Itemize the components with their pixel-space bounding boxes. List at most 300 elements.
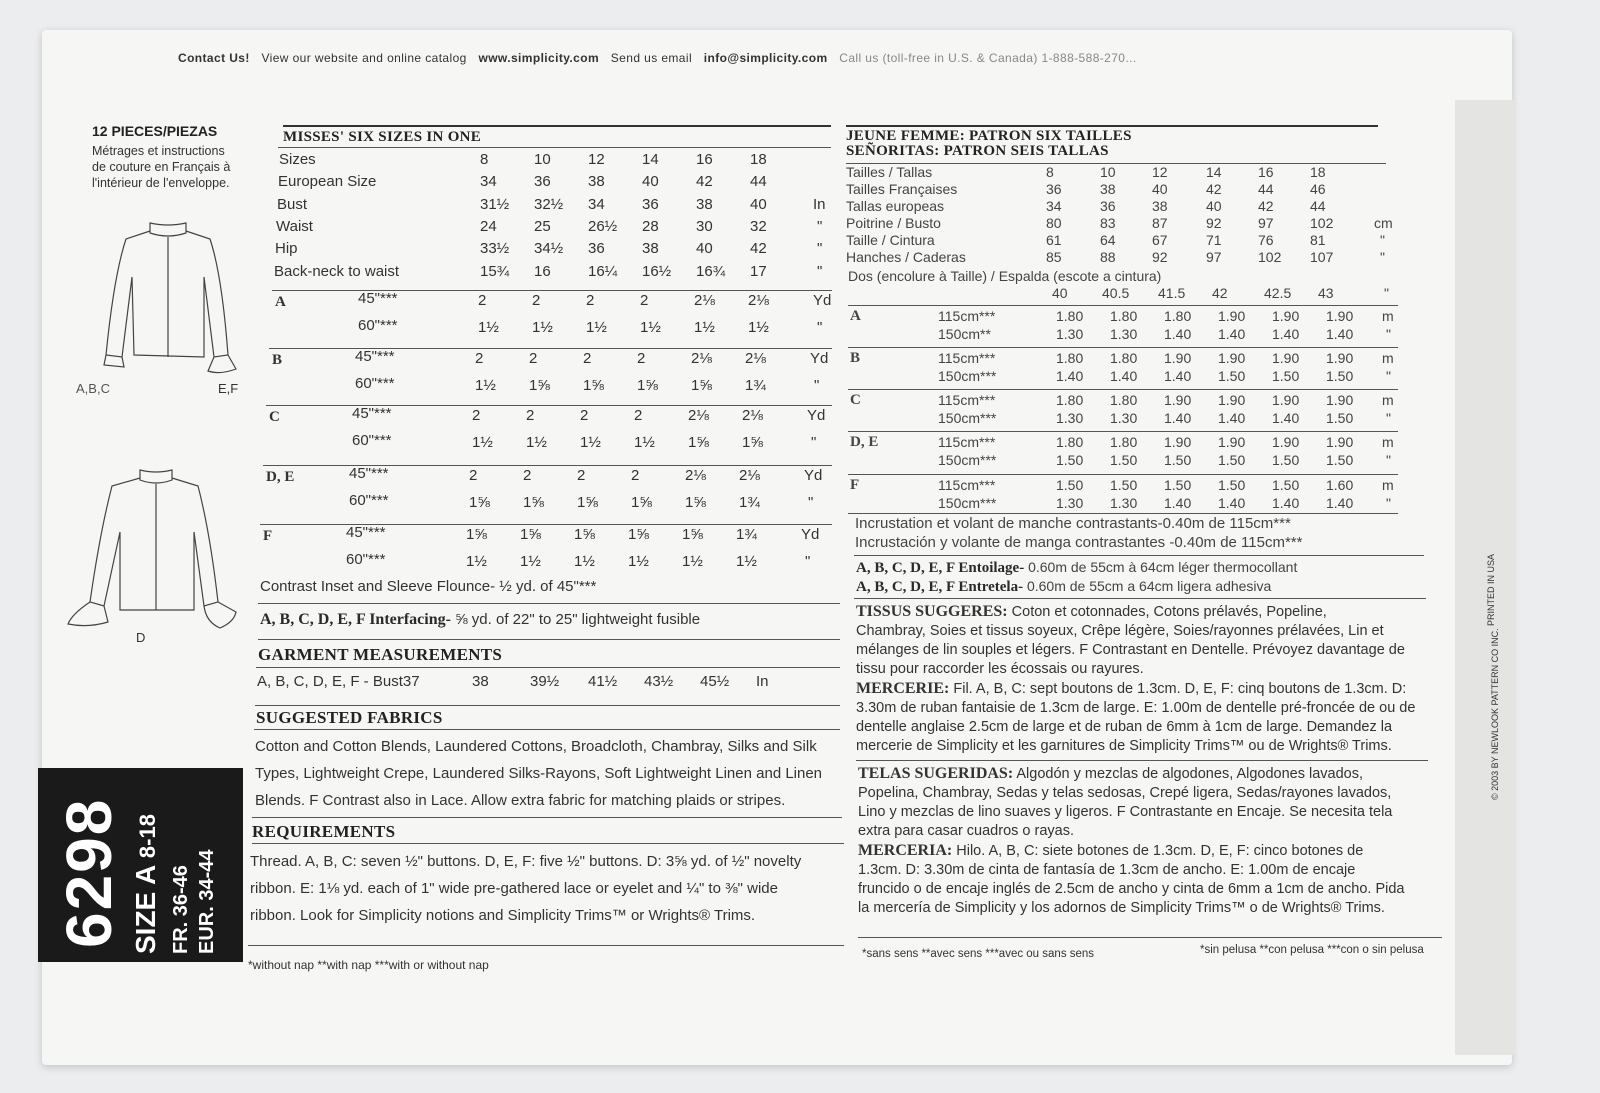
measurement-value: 16¾ [696,262,726,280]
yardage-value: 1⅝ [688,434,709,451]
interfacing-line: A, B, C, D, E, F Interfacing- ⅝ yd. of 22" to 25" lightweight fusible [260,611,701,628]
yardage-value-fr: 1.30 [1056,410,1084,426]
yardage-value-fr: 1.50 [1272,477,1300,493]
yardage-value: 1⅝ [520,526,541,543]
measurement-value: 26½ [588,217,618,235]
view-label: C [269,409,280,425]
yardage-value: 1½ [580,434,601,451]
pieces-count: 12 PIECES/PIEZAS [92,123,218,139]
inset-note-es: Incrustación y volante de manga contrastantes -0.40m de 115cm*** [855,534,1303,551]
requirements-heading: REQUIREMENTS [252,822,396,841]
fabric-width-fr: 150cm*** [938,368,997,384]
yardage-unit: Yd [810,350,829,367]
yardage-value: 1½ [472,434,493,451]
yardage-unit-fr: " [1386,410,1391,426]
fabric-width-fr: 150cm*** [938,410,997,426]
yardage-value-fr: 1.80 [1110,434,1138,450]
fabric-width: 45"*** [352,405,392,422]
tissus-block: TISSUS SUGGERES: Coton et cotonnades, Cotons prélavés, Popeline, Chambray, Soies et tissus soyeux, Crêpe légère, Soies/rayonnes prélavées, Lin et mélanges de lin souples et légers. F Contrastant en Dentelle. Prévoyez davantage de tissu pour raccorder les écossais ou rayures. MERCERIE: Fil. A, B, C: sept boutons de 1.3cm. D, E, F: cinq boutons de 1.3cm. D: 3.30m de ruban fantaisie de 1.3cm de large. E: 1.00m de dentelle pré-froncée de ou de dentelle anglaise 2.5cm de large et de ruban de 6mm à 1cm de large. Demandez la mercerie de Simplicity et les garnitures de Simplicity Trims™ ou de Wrights® Trims. [856,603,1416,754]
measurement-label-fr: Tailles / Tallas [846,164,933,180]
measurement-value-fr: 102 [1310,215,1334,231]
measurement-value: 16 [696,151,713,168]
yardage-value-fr: 1.30 [1110,495,1138,511]
measurement-value: 32 [750,217,767,235]
measurement-value: 18 [750,151,767,168]
entretela-line: A, B, C, D, E, F Entretela- 0.60m de 55cm a 64cm ligera adhesiva [856,578,1272,595]
yardage-value: 2 [577,467,586,484]
yardage-value-fr: 1.90 [1164,434,1192,450]
yardage-unit: Yd [807,407,826,424]
yardage-value-fr: 1.40 [1164,410,1192,426]
yardage-value-fr: 1.50 [1164,477,1192,493]
view-label-fr: A [850,308,861,324]
measurement-unit: " [817,217,823,235]
fabric-width: 60"*** [352,432,392,449]
yardage-value-fr: 1.80 [1056,392,1084,408]
yardage-value-fr: 1.40 [1110,368,1138,384]
yardage-value: 1½ [475,377,496,394]
printed-note: PRINTED IN USA [1486,553,1496,626]
measurement-label: Waist [276,217,313,235]
yardage-value: 1¾ [736,526,757,543]
yardage-value-fr: 1.90 [1218,350,1246,366]
garment-value: 39½ [530,673,560,690]
yardage-value: 1½ [748,319,769,336]
blouse-sketch-abc-ef [78,215,258,375]
copyright-note: © 2003 BY NEWLOOK PATTERN CO INC. [1490,628,1500,800]
yardage-value-fr: 1.30 [1110,326,1138,342]
measurement-unit-fr: " [1380,232,1385,248]
measurement-value: 38 [588,173,605,191]
yardage-value-fr: 1.30 [1110,410,1138,426]
yardage-value: 1⅝ [682,526,703,543]
contrast-note: Contrast Inset and Sleeve Flounce- ½ yd. of 45"*** [260,578,597,595]
fabric-width-fr: 115cm*** [938,434,996,450]
measurement-label-fr: Tallas europeas [846,198,945,214]
yardage-value: 1½ [628,553,649,570]
fabric-width: 45"*** [355,348,395,365]
yardage-value-fr: 1.80 [1056,350,1084,366]
yardage-unit: " [811,434,817,451]
view-label-fr: C [850,392,861,408]
sketch-label-ef: E,F [218,381,239,396]
yardage-unit-fr: " [1386,452,1391,468]
garment-value: 41½ [588,673,618,690]
yardage-value: 1½ [586,319,607,336]
misses-title: MISSES' SIX SIZES IN ONE [283,129,482,145]
yardage-value: 1½ [466,553,487,570]
measurement-value-fr: 16 [1258,164,1274,180]
measurement-value: 40 [750,195,767,213]
yardage-value-fr: 1.40 [1326,326,1354,342]
requirements-text: Thread. A, B, C: seven ½" buttons. D, E, F: five ½" buttons. D: 3⅝ yd. of ½" novelty ribbon. E: 1⅛ yd. each of 1" wide pre-gathered lace or eyelet and ¼" to ⅜" wide ribbon. Look for Simplicity notions and Simplicity Trims™ or Wrights® Trims. [250,853,802,924]
yardage-value: 2 [586,292,595,309]
yardage-value-fr: 1.50 [1326,452,1354,468]
yardage-value: 1¾ [739,494,760,511]
yardage-unit: Yd [813,292,832,309]
yardage-value-fr: 1.90 [1272,308,1300,324]
fabric-width-fr: 150cm*** [938,495,997,511]
yardage-value: 2⅛ [694,292,715,309]
fabric-width: 60"*** [358,317,398,334]
measurement-value-fr: 102 [1258,249,1282,265]
yardage-value: 1⅝ [685,494,706,511]
yardage-value: 2⅛ [748,292,769,309]
measurement-value: 14 [642,151,659,168]
measurement-value: 36 [642,195,659,213]
measurement-unit-fr: " [1380,249,1385,265]
yardage-value-fr: 1.50 [1110,477,1138,493]
measurement-value: 34 [480,173,497,191]
garment-value: 38 [472,673,489,690]
fabric-width: 45"*** [346,524,386,541]
measurement-value-fr: 44 [1310,198,1326,214]
measurement-value: 33½ [480,240,510,258]
measurement-value: 38 [696,195,713,213]
fabric-width: 60"*** [355,375,395,392]
back-neck-value-fr: 42 [1212,285,1228,301]
measurement-value: 31½ [480,195,510,213]
spanish-footnote: *sin pelusa **con pelusa ***con o sin pelusa [1200,944,1424,956]
measurement-value-fr: 36 [1046,181,1062,197]
yardage-value: 2 [634,407,643,424]
size-eur: EUR. 34-44 [196,849,218,954]
fabric-width: 45"*** [349,465,389,482]
yardage-value-fr: 1.40 [1272,495,1300,511]
yardage-value: 1⅝ [469,494,490,511]
yardage-value: 2⅛ [742,407,763,424]
yardage-unit-fr: " [1386,368,1391,384]
english-footnote: *without nap **with nap ***with or without nap [248,958,489,972]
measurement-value-fr: 88 [1100,249,1116,265]
yardage-unit-fr: m [1382,434,1394,450]
contact-email[interactable]: info@simplicity.com [703,51,828,65]
measurement-value-fr: 76 [1258,232,1274,248]
contact-text-2: Send us email [610,51,693,65]
measurement-value: 34 [588,195,605,213]
measurement-label-fr: Taille / Cintura [846,232,935,248]
yardage-value: 2 [475,350,484,367]
yardage-value-fr: 1.50 [1218,368,1246,384]
back-neck-value-fr: 40 [1052,285,1068,301]
yardage-value: 1½ [682,553,703,570]
measurement-label-fr: Hanches / Caderas [846,249,966,265]
yardage-value-fr: 1.90 [1326,392,1354,408]
yardage-value: 2 [583,350,592,367]
measurement-label-fr: Poitrine / Busto [846,215,941,231]
yardage-value-fr: 1.90 [1326,350,1354,366]
measurement-value: 40 [696,240,713,258]
measurement-value: 40 [642,173,659,191]
measurement-value-fr: 81 [1310,232,1326,248]
view-label: F [263,528,273,544]
yardage-value-fr: 1.50 [1218,477,1246,493]
measurement-label: Back-neck to waist [274,262,400,280]
envelope-flap [1455,100,1515,1055]
yardage-value-fr: 1.40 [1218,326,1246,342]
measurement-value-fr: 92 [1206,215,1222,231]
yardage-value-fr: 1.40 [1218,410,1246,426]
yardage-value: 1½ [526,434,547,451]
measurement-value: 15¾ [480,262,510,280]
suggested-fabrics-text: Cotton and Cotton Blends, Laundered Cottons, Broadcloth, Chambray, Silks and Silk Types, Lightweight Crepe, Laundered Silks-Rayons, Soft Lightweight Linen and Linen Blends. F Contrast also in Lace. Allow extra fabric for matching plaids or stripes. [255,738,823,809]
yardage-value-fr: 1.40 [1272,410,1300,426]
view-label-fr: F [850,477,860,493]
yardage-value-fr: 1.80 [1056,308,1084,324]
fabric-width-fr: 115cm*** [938,350,996,366]
measurement-label: Sizes [279,151,316,168]
yardage-value-fr: 1.60 [1326,477,1354,493]
yardage-unit: Yd [804,467,823,484]
yardage-value-fr: 1.80 [1110,392,1138,408]
measurement-label: Hip [275,240,298,258]
contact-line [178,51,1137,65]
yardage-value: 1½ [574,553,595,570]
french-note: Métrages et instructions de couture en Français à l'intérieur de l'enveloppe. [92,144,231,190]
measurement-value-fr: 40 [1206,198,1222,214]
yardage-value-fr: 1.40 [1164,368,1192,384]
yardage-unit: " [814,377,820,394]
measurement-value-fr: 42 [1206,181,1222,197]
yardage-value: 1⅝ [577,494,598,511]
yardage-value: 2 [580,407,589,424]
garment-value: 45½ [700,673,730,690]
entoilage-line: A, B, C, D, E, F Entoilage- 0.60m de 55cm à 64cm léger thermocollant [856,559,1298,576]
blouse-sketch-d [60,462,240,632]
yardage-value: 1½ [532,319,553,336]
garment-label: A, B, C, D, E, F - Bust37 [257,673,420,690]
garment-unit: In [756,673,769,690]
yardage-value: 2 [526,407,535,424]
yardage-value: 2⅛ [739,467,760,484]
view-label-fr: D, E [850,434,879,450]
garment-value: 43½ [644,673,674,690]
measurement-value-fr: 92 [1152,249,1168,265]
measurement-value-fr: 34 [1046,198,1062,214]
garment-measurements-heading: GARMENT MEASUREMENTS [258,645,503,664]
yardage-value-fr: 1.40 [1056,368,1084,384]
yardage-unit: " [805,553,811,570]
sketch-label-abc: A,B,C [76,381,110,396]
back-neck-value-fr: 42.5 [1264,285,1292,301]
yardage-value-fr: 1.90 [1272,350,1300,366]
measurement-value: 16½ [642,262,672,280]
yardage-value-fr: 1.40 [1218,495,1246,511]
french-title: JEUNE FEMME: PATRON SIX TAILLES SEÑORITAS: PATRON SEIS TALLAS [846,128,1132,159]
measurement-value-fr: 61 [1046,232,1062,248]
measurement-value-fr: 38 [1100,181,1116,197]
measurement-unit-fr: cm [1374,215,1393,231]
yardage-value: 2 [532,292,541,309]
measurement-value: 16 [534,262,551,280]
measurement-value-fr: 10 [1100,164,1116,180]
yardage-value: 2⅛ [745,350,766,367]
fabric-width-fr: 115cm*** [938,392,996,408]
measurement-value-fr: 64 [1100,232,1116,248]
contact-text-1: View our website and online catalog [261,51,467,65]
pattern-number-block [38,768,243,962]
yardage-value-fr: 1.50 [1164,452,1192,468]
measurement-value: 16¼ [588,262,618,280]
yardage-value-fr: 1.50 [1326,410,1354,426]
inset-note-fr: Incrustation et volant de manche contrastants-0.40m de 115cm*** [855,515,1291,532]
fabric-width: 45"*** [358,290,398,307]
yardage-value-fr: 1.50 [1218,452,1246,468]
yardage-value: 1⅝ [523,494,544,511]
view-label: B [272,352,283,368]
measurement-value: 10 [534,151,551,168]
yardage-value-fr: 1.50 [1056,477,1084,493]
yardage-value: 1½ [478,319,499,336]
yardage-value-fr: 1.80 [1110,350,1138,366]
fabric-width: 60"*** [349,492,389,509]
measurement-value: 30 [696,217,713,235]
yardage-value-fr: 1.50 [1110,452,1138,468]
back-neck-value-fr: 40.5 [1102,285,1130,301]
yardage-value-fr: 1.90 [1326,308,1354,324]
measurement-value: 42 [750,240,767,258]
yardage-value: 2 [523,467,532,484]
back-neck-label-fr: Dos (encolure à Taille) / Espalda (escote a cintura) [848,268,1162,284]
yardage-value-fr: 1.80 [1164,308,1192,324]
measurement-value: 34½ [534,240,564,258]
fabric-width-fr: 150cm*** [938,452,997,468]
yardage-value: 1⅝ [637,377,658,394]
yardage-value-fr: 1.40 [1164,495,1192,511]
measurement-value: 28 [642,217,659,235]
measurement-value-fr: 18 [1310,164,1326,180]
yardage-value-fr: 1.30 [1056,326,1084,342]
back-neck-unit-fr: " [1384,285,1389,301]
yardage-value-fr: 1.40 [1326,495,1354,511]
measurement-value-fr: 87 [1152,215,1168,231]
yardage-value: 1½ [640,319,661,336]
measurement-value-fr: 12 [1152,164,1168,180]
measurement-value-fr: 107 [1310,249,1334,265]
yardage-unit-fr: m [1382,477,1394,493]
yardage-value: 1½ [736,553,757,570]
yardage-value: 1⅝ [466,526,487,543]
yardage-value: 2⅛ [691,350,712,367]
yardage-value: 2 [478,292,487,309]
measurement-value-fr: 97 [1206,249,1222,265]
measurement-value: 8 [480,151,489,168]
yardage-value-fr: 1.90 [1326,434,1354,450]
yardage-unit-fr: " [1386,495,1391,511]
measurement-value-fr: 36 [1100,198,1116,214]
yardage-value: 1½ [520,553,541,570]
fabric-width-fr: 150cm** [938,326,991,342]
contact-text-3: Call us (toll-free in U.S. & Canada) 1-888-588-270... [839,51,1137,65]
measurement-value-fr: 44 [1258,181,1274,197]
measurement-unit: " [817,262,823,280]
yardage-value: 1⅝ [529,377,550,394]
yardage-value-fr: 1.90 [1272,392,1300,408]
yardage-value-fr: 1.80 [1110,308,1138,324]
measurement-value: 12 [588,151,605,168]
measurement-unit: In [813,195,826,213]
measurement-value: 38 [642,240,659,258]
yardage-value: 1½ [694,319,715,336]
yardage-value: 2 [529,350,538,367]
measurement-value: 44 [750,173,767,191]
pattern-number: 6298 [53,797,125,948]
yardage-value: 2 [469,467,478,484]
yardage-value: 2 [637,350,646,367]
view-label: A [275,294,286,310]
yardage-value: 1⅝ [628,526,649,543]
measurement-value-fr: 14 [1206,164,1222,180]
yardage-value: 2⅛ [685,467,706,484]
suggested-fabrics-heading: SUGGESTED FABRICS [256,708,443,727]
yardage-value: 1⅝ [631,494,652,511]
fabric-width-fr: 115cm*** [938,477,996,493]
yardage-value: 1⅝ [583,377,604,394]
yardage-unit-fr: m [1382,392,1394,408]
yardage-unit-fr: m [1382,350,1394,366]
yardage-unit-fr: m [1382,308,1394,324]
measurement-label: Bust [277,195,308,213]
measurement-value-fr: 42 [1258,198,1274,214]
telas-block: TELAS SUGERIDAS: Algodón y mezclas de algodones, Algodones lavados, Popelina, Chambray, Sedas y telas sedosas, Crepé ligera, Sedas/rayones lavados, Lino y mezclas de lino suaves y ligeros. F Contrastante en Encaje. Se necesita tela extra para casar cuadros o rayas. MERCERIA: Hilo. A, B, C: siete botones de 1.3cm. D, E, F: cinco botones de 1.3cm. D: 3.30m de cinta de fantasía de 1.3cm de ancho. E: 1.00m de encaje fruncido o de encaje inglés de 2.5cm de ancho y cinta de 6mm a 1cm de ancho. Pida la mercería de Simplicity y los adornos de Simplicity Trims™ o de Wrights® Trims. [858,765,1405,916]
yardage-value-fr: 1.90 [1218,434,1246,450]
measurement-value-fr: 80 [1046,215,1062,231]
fabric-width-fr: 115cm*** [938,308,996,324]
measurement-value-fr: 46 [1310,181,1326,197]
yardage-value-fr: 1.50 [1272,368,1300,384]
fabric-width: 60"*** [346,551,386,568]
yardage-unit: " [808,494,814,511]
yardage-value-fr: 1.30 [1056,495,1084,511]
view-label-fr: B [850,350,861,366]
measurement-value-fr: 67 [1152,232,1168,248]
yardage-value: 2 [640,292,649,309]
measurement-value: 36 [534,173,551,191]
size-fr: FR. 36-46 [170,865,192,954]
measurement-value: 42 [696,173,713,191]
measurement-unit: " [817,240,823,258]
measurement-value: 17 [750,262,767,280]
yardage-value-fr: 1.80 [1056,434,1084,450]
yardage-value-fr: 1.90 [1164,392,1192,408]
measurement-value-fr: 38 [1152,198,1168,214]
yardage-unit: Yd [801,526,820,543]
yardage-value: 2 [472,407,481,424]
yardage-value: 1½ [634,434,655,451]
measurement-value-fr: 97 [1258,215,1274,231]
measurement-value-fr: 8 [1046,164,1054,180]
size-label: SIZE A 8-18 [130,814,161,954]
back-neck-value-fr: 41.5 [1158,285,1186,301]
yardage-value-fr: 1.90 [1218,392,1246,408]
yardage-value-fr: 1.50 [1272,452,1300,468]
sketch-label-d: D [136,630,146,645]
measurement-value-fr: 83 [1100,215,1116,231]
yardage-value: 1⅝ [574,526,595,543]
measurement-value-fr: 71 [1206,232,1222,248]
back-neck-value-fr: 43 [1318,285,1334,301]
yardage-value-fr: 1.90 [1218,308,1246,324]
yardage-value-fr: 1.50 [1326,368,1354,384]
measurement-value: 24 [480,217,497,235]
measurement-label-fr: Tailles Françaises [846,181,958,197]
yardage-value-fr: 1.40 [1272,326,1300,342]
yardage-value: 1⅝ [691,377,712,394]
contact-website[interactable]: www.simplicity.com [478,51,600,65]
yardage-value: 2⅛ [688,407,709,424]
yardage-unit: " [817,319,823,336]
yardage-value: 2 [631,467,640,484]
